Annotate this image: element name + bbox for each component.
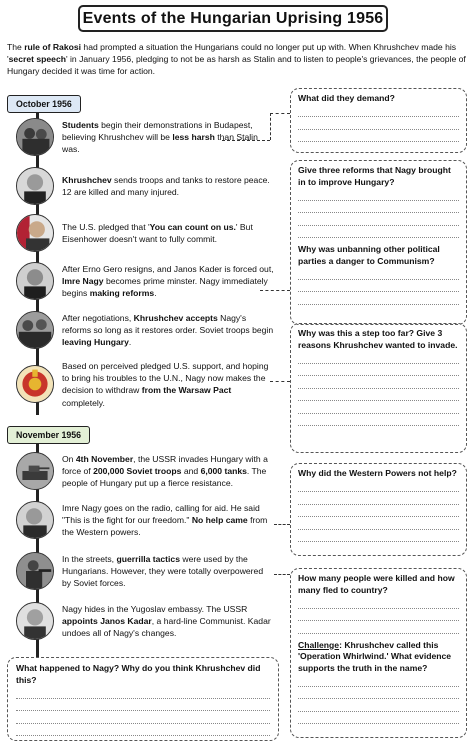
answer-lines[interactable] bbox=[16, 686, 270, 736]
connector-q6 bbox=[274, 574, 290, 575]
event-text: Based on perceived pledged U.S. support, and hoping to bring his troubles to the U.N., Nagy now makes the decision to withdraw from the Warsaw Pact completely. bbox=[62, 361, 269, 408]
answer-lines[interactable] bbox=[298, 480, 459, 543]
event-guerrilla bbox=[16, 552, 274, 590]
question-box-western-powers bbox=[290, 463, 467, 556]
question-text: Give three reforms that Nagy brought in to improve Hungary? bbox=[298, 165, 451, 187]
event-nagy-radio bbox=[16, 501, 274, 539]
khrushchev-portrait bbox=[16, 167, 54, 205]
answer-lines[interactable] bbox=[298, 351, 459, 426]
challenge-question: Challenge: Khrushchev called this 'Operation Whirlwind.' What evidence supports the truth in the name? bbox=[298, 639, 452, 673]
event-text: After Erno Gero resigns, and Janos Kader is forced out, Imre Nagy becomes prime minster. Nagy immediately begins making reforms. bbox=[62, 263, 274, 299]
question-box-step-too-far bbox=[290, 323, 467, 453]
connector-q5 bbox=[274, 524, 290, 525]
warsaw-pact-emblem bbox=[16, 365, 54, 403]
event-nagy-pm bbox=[16, 262, 274, 300]
question-box-reforms bbox=[290, 160, 467, 325]
event-ussr-invades bbox=[16, 452, 274, 490]
section-label-november: November 1956 bbox=[7, 426, 90, 444]
eisenhower-portrait bbox=[16, 214, 54, 252]
event-text: On 4th November, the USSR invades Hungary with a force of 200,000 Soviet troops and 6,000 tanks. The people of Hungary put up a fierce resistance. bbox=[62, 453, 268, 489]
answer-lines[interactable] bbox=[298, 674, 459, 724]
connector-q1 bbox=[222, 140, 270, 141]
question-box-nagy-fate bbox=[7, 657, 279, 741]
page-title: Events of the Hungarian Uprising 1956 bbox=[78, 5, 388, 32]
connector-q4 bbox=[270, 381, 290, 382]
intro-paragraph: The rule of Rakosi had prompted a situation the Hungarians could no longer put up with. When Khrushchev made his 'secret speech' in January 1956, pledging to not be as harsh as Stalin and to listen to people's grievances, the people of Hungary decided it was time for action. bbox=[7, 42, 466, 77]
answer-lines[interactable] bbox=[298, 596, 459, 634]
event-text: Khrushchev sends troops and tanks to restore peace. 12 are killed and many injured. bbox=[62, 174, 270, 197]
tank-photo bbox=[16, 452, 54, 490]
question-text: What happened to Nagy? Why do you think Khrushchev did this? bbox=[16, 663, 261, 685]
question-text: Why did the Western Powers not help? bbox=[298, 468, 457, 478]
event-text: Nagy hides in the Yugoslav embassy. The USSR appoints Janos Kadar, a hard-line Communist. Kadar undoes all of Nagy's changes. bbox=[62, 603, 271, 639]
event-text: The U.S. pledged that 'You can count on us.' But Eisenhower doesn't want to fully commit. bbox=[62, 221, 253, 244]
answer-lines[interactable] bbox=[298, 105, 459, 143]
question-box-demands bbox=[290, 88, 467, 153]
event-troops-sent bbox=[16, 167, 274, 205]
event-text: Students begin their demonstrations in Budapest, believing Khrushchev will be less harsh than Stalin was. bbox=[62, 119, 258, 155]
question-text: Why was this a step too far? Give 3 reasons Khrushchev wanted to invade. bbox=[298, 328, 458, 350]
event-warsaw-pact bbox=[16, 360, 274, 409]
negotiations-photo bbox=[16, 311, 54, 349]
answer-lines[interactable] bbox=[298, 188, 459, 238]
event-kadar-appointed bbox=[16, 602, 274, 640]
nagy-radio-portrait bbox=[16, 501, 54, 539]
connector-q2 bbox=[260, 290, 290, 291]
connector-q1-vertical bbox=[270, 113, 271, 140]
street-fighting-photo bbox=[16, 552, 54, 590]
event-text: In the streets, guerrilla tactics were used by the Hungarians. However, they were totally overpowered by Soviet forces. bbox=[62, 553, 264, 589]
question-text: What did they demand? bbox=[298, 93, 395, 103]
event-us-pledge bbox=[16, 214, 274, 252]
connector-q1-top bbox=[270, 113, 290, 114]
question-box-killed-fled bbox=[290, 568, 467, 738]
question-text: Why was unbanning other political parties a danger to Communism? bbox=[298, 244, 440, 266]
event-students bbox=[16, 118, 274, 156]
nagy-portrait bbox=[16, 262, 54, 300]
kadar-portrait bbox=[16, 602, 54, 640]
event-text: Imre Nagy goes on the radio, calling for aid. He said "This is the fight for our freedom." No help came from the Western powers. bbox=[62, 502, 268, 538]
challenge-label: Challenge bbox=[298, 639, 340, 650]
event-khrushchev-accepts bbox=[16, 311, 274, 349]
question-text: How many people were killed and how many fled to country? bbox=[298, 573, 455, 595]
answer-lines[interactable] bbox=[298, 267, 459, 305]
students-photo bbox=[16, 118, 54, 156]
section-label-october: October 1956 bbox=[7, 95, 81, 113]
event-text: After negotiations, Khrushchev accepts Nagy's reforms so long as it restores order. Soviet troops begin leaving Hungary. bbox=[62, 312, 274, 348]
